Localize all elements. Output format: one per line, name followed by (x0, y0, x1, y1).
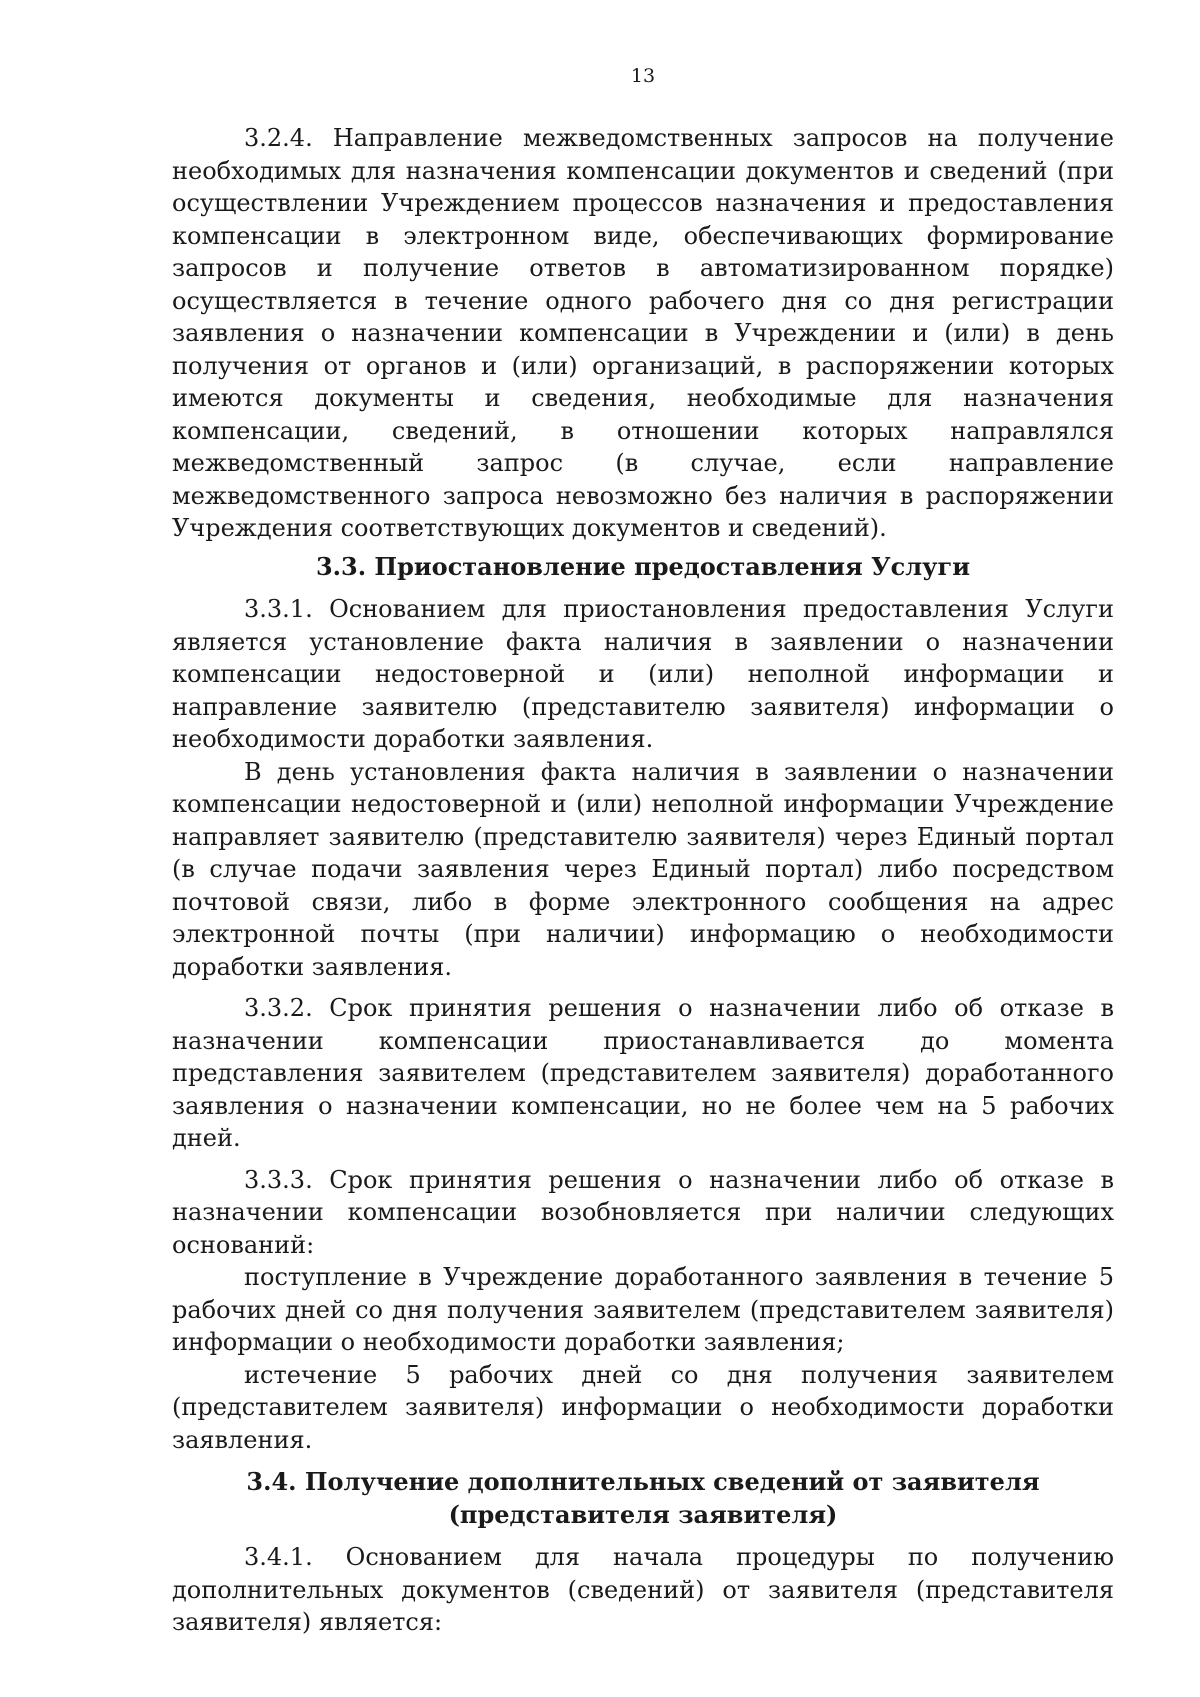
page-number: 13 (630, 65, 656, 87)
paragraph-3-3-1: 3.3.1. Основанием для приостановления предоставления Услуги является установление факта наличия в заявлении о назначении компенсации недостоверной и (или) неполной информации и направление заявителю (представителю заявителя) информации о необходимости доработки заявления. (172, 595, 1114, 753)
paragraph-3-3-3-item-1: поступление в Учреждение доработанного заявления в течение 5 рабочих дней со дня получения заявителем (представителем заявителя) информации о необходимости доработки заявления; (172, 1263, 1114, 1356)
paragraph-3-2-4: 3.2.4. Направление межведомственных запросов на получение необходимых для назначения компенсации документов и сведений (при осуществлении Учреждением процессов назначения и предоставления компенсации в электронном виде, обеспечивающих формирование запросов и получение ответов в автоматизированном порядке) осуществляется в течение одного рабочего дня со дня регистрации заявления о назначении компенсации в Учреждении и (или) в день получения от органов и (или) организаций, в распоряжении которых имеются документы и сведения, необходимые для назначения компенсации, сведений, в отношении которых направлялся межведомственный запрос (в случае, если направление межведомственного запроса невозможно без наличия в распоряжении Учреждения соответствующих документов и сведений). (172, 124, 1114, 542)
paragraph-3-3-3: 3.3.3. Срок принятия решения о назначении либо об отказе в назначении компенсации возобновляется при наличии следующих оснований: (172, 1165, 1114, 1259)
paragraph-3-3-2: 3.3.2. Срок принятия решения о назначении либо об отказе в назначении компенсации приостанавливается до момента представления заявителем (представителем заявителя) доработанного заявления о назначении компенсации, но не более чем на 5 рабочих дней. (172, 994, 1114, 1152)
paragraph-3-3-1-notice: В день установления факта наличия в заявлении о назначении компенсации недостоверной и (или) неполной информации Учреждение направляет заявителю (представителю заявителя) через Единый портал (в случае подачи заявления через Единый портал) либо посредством почтовой связи, либо в форме электронного сообщения на адрес электронной почты (при наличии) информацию о необходимости доработки заявления. (172, 757, 1114, 981)
paragraph-3-3-3-item-2: истечение 5 рабочих дней со дня получения заявителем (представителем заявителя) информации о необходимости доработки заявления. (172, 1360, 1114, 1454)
section-heading-3-3: 3.3. Приостановление предоставления Услуги (315, 551, 971, 581)
document-page (172, 66, 1114, 1639)
paragraph-3-4-1: 3.4.1. Основанием для начала процедуры по получению дополнительных документов (сведений) от заявителя (представителя заявителя) является: (172, 1543, 1114, 1636)
section-heading-3-4: 3.4. Получение дополнительных сведений от заявителя (представителя заявителя) (246, 1467, 1040, 1529)
